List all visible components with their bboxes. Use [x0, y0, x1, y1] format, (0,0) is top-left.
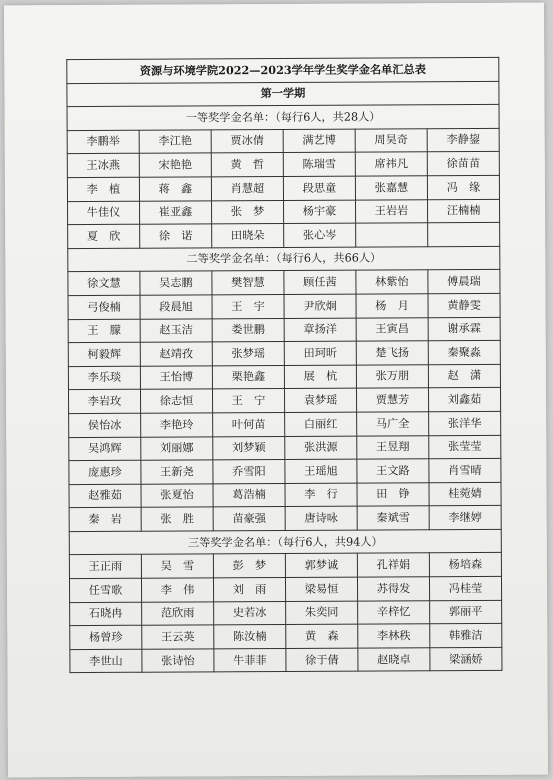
category-heading: 三等奖学金名单：（每行6人，共94人） [69, 529, 501, 555]
category-heading: 一等奖学金名单：（每行6人，共28人） [67, 105, 499, 131]
student-name-cell: 徐 诺 [140, 224, 212, 248]
student-name-cell: 王怡博 [140, 366, 212, 390]
student-name-cell: 王寅昌 [356, 317, 428, 341]
student-name-cell: 徐文慧 [68, 272, 140, 296]
student-name-cell: 白丽红 [285, 412, 357, 436]
document-paper [4, 3, 548, 778]
table-row [69, 506, 501, 532]
student-name-cell: 王昱翔 [357, 435, 429, 459]
student-name-cell: 王岩岩 [356, 199, 428, 223]
student-name-cell: 李 伟 [141, 578, 213, 602]
student-name-cell: 赵玉洁 [140, 318, 212, 342]
student-name-cell: 张梦瑶 [212, 342, 284, 366]
student-name-cell: 郭丽平 [430, 600, 502, 624]
student-name-cell: 秦聚淼 [428, 340, 500, 364]
student-name-cell: 张洋华 [429, 411, 501, 435]
student-name-cell: 杨宇豪 [284, 200, 356, 224]
table-row [67, 128, 499, 154]
student-name-cell: 冯 缘 [427, 175, 499, 199]
student-name-cell: 乔雪阳 [213, 460, 285, 484]
student-name-cell: 章扬洋 [284, 318, 356, 342]
empty-cell [428, 222, 500, 246]
student-name-cell: 刘丽娜 [141, 436, 213, 460]
student-name-cell: 张 胜 [141, 507, 213, 531]
table-row [69, 482, 501, 508]
table-row [68, 388, 500, 414]
student-name-cell: 辛梓忆 [358, 600, 430, 624]
student-name-cell: 傅晨瑞 [428, 270, 500, 294]
student-name-cell: 赵靖孜 [140, 342, 212, 366]
semester-heading: 第一学期 [67, 81, 499, 107]
student-name-cell: 秦 岩 [69, 507, 141, 531]
student-name-cell: 张洪源 [285, 436, 357, 460]
student-name-cell: 崔亚鑫 [140, 200, 212, 224]
student-name-cell: 梁易恒 [285, 577, 357, 601]
student-name-cell: 范欣雨 [142, 601, 214, 625]
student-name-cell: 黄 森 [286, 624, 358, 648]
student-name-cell: 段思童 [283, 176, 355, 200]
table-row [68, 270, 500, 296]
category-heading-row [67, 105, 499, 131]
table-row [68, 293, 500, 319]
category-heading-row [68, 246, 500, 272]
student-name-cell: 郭梦诚 [285, 554, 357, 578]
student-name-cell: 顾任茜 [284, 270, 356, 294]
student-name-cell: 赵 潇 [428, 364, 500, 388]
student-name-cell: 叶何苗 [213, 412, 285, 436]
category-heading: 二等奖学金名单：（每行6人，共66人） [68, 246, 500, 272]
student-name-cell: 李继婷 [429, 506, 501, 530]
student-name-cell: 吴 雪 [141, 554, 213, 578]
student-name-cell: 王文路 [357, 459, 429, 483]
table-row [68, 222, 500, 248]
student-name-cell: 杨培森 [429, 553, 501, 577]
student-name-cell: 刘 雨 [213, 578, 285, 602]
student-name-cell: 孔祥娟 [357, 553, 429, 577]
student-name-cell: 柯毅辉 [68, 342, 140, 366]
student-name-cell: 任雪歌 [69, 578, 141, 602]
student-name-cell: 张万朋 [356, 364, 428, 388]
student-name-cell: 李 行 [285, 483, 357, 507]
table-row [67, 152, 499, 178]
student-name-cell: 吴鸿辉 [69, 437, 141, 461]
table-row [67, 175, 499, 201]
student-name-cell: 刘鑫茹 [428, 388, 500, 412]
student-name-cell: 刘梦颖 [213, 436, 285, 460]
student-name-cell: 樊智慧 [212, 271, 284, 295]
student-name-cell: 徐志恒 [140, 389, 212, 413]
student-name-cell: 徐于倩 [286, 648, 358, 672]
student-name-cell: 周昊奇 [355, 128, 427, 152]
scholarship-table [66, 57, 502, 674]
student-name-cell: 石晓冉 [70, 602, 142, 626]
category-heading-row [69, 529, 501, 555]
title-row [67, 57, 499, 83]
student-name-cell: 王正雨 [69, 555, 141, 579]
student-name-cell: 李岩玫 [68, 390, 140, 414]
student-name-cell: 黄 哲 [211, 153, 283, 177]
student-name-cell: 肖雪晴 [429, 458, 501, 482]
student-name-cell: 李乐琰 [68, 366, 140, 390]
table-row [69, 411, 501, 437]
table-row [68, 364, 500, 390]
student-name-cell: 田珂昕 [284, 341, 356, 365]
student-name-cell: 宋艳艳 [139, 153, 211, 177]
student-name-cell: 史若冰 [214, 601, 286, 625]
student-name-cell: 李江艳 [139, 130, 211, 154]
student-name-cell: 马广全 [357, 412, 429, 436]
student-name-cell: 林紫怡 [356, 270, 428, 294]
student-name-cell: 侯怡冰 [69, 413, 141, 437]
student-name-cell: 贾冰倩 [211, 129, 283, 153]
student-name-cell: 夏 欣 [68, 224, 140, 248]
table-row [68, 340, 500, 366]
student-name-cell: 田晓朵 [212, 224, 284, 248]
student-name-cell: 李世山 [70, 649, 142, 673]
student-name-cell: 葛浩楠 [213, 483, 285, 507]
student-name-cell: 赵晓卓 [358, 648, 430, 672]
student-name-cell: 桂菀婧 [429, 482, 501, 506]
student-name-cell: 朱奕同 [286, 601, 358, 625]
student-name-cell: 张 梦 [212, 200, 284, 224]
student-name-cell: 弓俊楠 [68, 295, 140, 319]
student-name-cell: 黄静雯 [428, 293, 500, 317]
student-name-cell: 杨 月 [356, 294, 428, 318]
document-title: 资源与环境学院2022—2023学年学生奖学金名单汇总表 [67, 57, 499, 83]
student-name-cell: 王冰燕 [67, 154, 139, 178]
student-name-cell: 牛菲菲 [214, 648, 286, 672]
table-row [69, 576, 501, 602]
student-name-cell: 李林秩 [358, 624, 430, 648]
student-name-cell: 苗豪强 [213, 507, 285, 531]
table-body [67, 57, 502, 673]
student-name-cell: 徐苗苗 [427, 152, 499, 176]
student-name-cell: 王新尧 [141, 460, 213, 484]
student-name-cell: 贾慧芳 [356, 388, 428, 412]
student-name-cell: 展 杭 [284, 365, 356, 389]
student-name-cell: 席祎凡 [355, 152, 427, 176]
student-name-cell: 张夏怡 [141, 484, 213, 508]
student-name-cell: 赵雅茹 [69, 484, 141, 508]
student-name-cell: 楚飞扬 [356, 341, 428, 365]
student-name-cell: 牛佳仪 [68, 201, 140, 225]
student-name-cell: 汪楠楠 [428, 199, 500, 223]
table-row [69, 458, 501, 484]
student-name-cell: 张莹莹 [429, 435, 501, 459]
table-row [70, 624, 502, 650]
student-name-cell: 段晨旭 [140, 295, 212, 319]
student-name-cell: 肖慧超 [211, 176, 283, 200]
student-name-cell: 梁涵娇 [430, 647, 502, 671]
table-row [69, 435, 501, 461]
table-row [68, 317, 500, 343]
student-name-cell: 栗艳鑫 [212, 365, 284, 389]
table-row [70, 600, 502, 626]
student-name-cell: 王 宇 [212, 294, 284, 318]
student-name-cell: 庞惠珍 [69, 460, 141, 484]
empty-cell [356, 223, 428, 247]
table-row [68, 199, 500, 225]
student-name-cell: 唐诗咏 [285, 506, 357, 530]
student-name-cell: 李艳玲 [141, 413, 213, 437]
student-name-cell: 尹欣炯 [284, 294, 356, 318]
student-name-cell: 袁梦瑶 [284, 388, 356, 412]
student-name-cell: 王云英 [142, 625, 214, 649]
student-name-cell: 苏得发 [357, 577, 429, 601]
student-name-cell: 张心岑 [284, 223, 356, 247]
student-name-cell: 王 宁 [212, 389, 284, 413]
table-row [70, 647, 502, 673]
student-name-cell: 张嘉慧 [355, 176, 427, 200]
student-name-cell: 陈瑞雪 [283, 152, 355, 176]
student-name-cell: 王 朦 [68, 319, 140, 343]
student-name-cell: 冯桂莹 [429, 576, 501, 600]
semester-row [67, 81, 499, 107]
student-name-cell: 田 铮 [357, 482, 429, 506]
student-name-cell: 杨曾珍 [70, 625, 142, 649]
student-name-cell: 王瑶旭 [285, 459, 357, 483]
student-name-cell: 韩雅洁 [430, 624, 502, 648]
student-name-cell: 秦斌雪 [357, 506, 429, 530]
student-name-cell: 张诗怡 [142, 649, 214, 673]
student-name-cell: 吴志鹏 [140, 271, 212, 295]
student-name-cell: 李 植 [67, 177, 139, 201]
student-name-cell: 陈汝楠 [214, 625, 286, 649]
student-name-cell: 李静鋆 [427, 128, 499, 152]
student-name-cell: 谢承霖 [428, 317, 500, 341]
student-name-cell: 蒋 鑫 [139, 177, 211, 201]
student-name-cell: 满艺博 [283, 129, 355, 153]
student-name-cell: 彭 梦 [213, 554, 285, 578]
student-name-cell: 李鹏举 [67, 130, 139, 154]
table-row [69, 553, 501, 579]
student-name-cell: 娄世鹏 [212, 318, 284, 342]
